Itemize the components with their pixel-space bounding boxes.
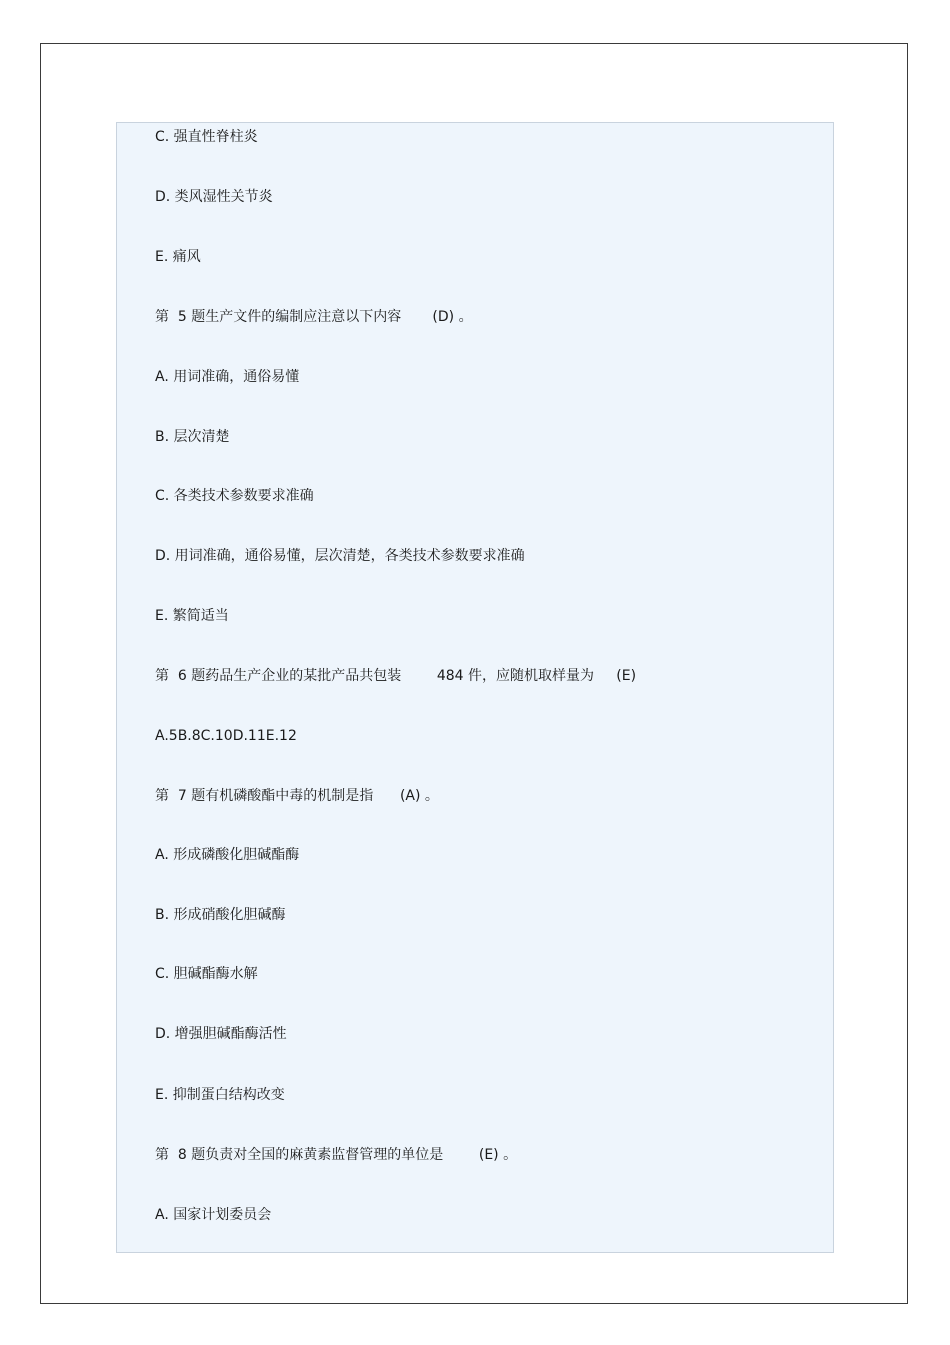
option-c-q7: C. 胆碱酯酶水解 [155, 966, 258, 982]
option-d-q5: D. 用词准确，通俗易懂，层次清楚，各类技术参数要求准确 [155, 548, 525, 564]
question-5: 第 5 题生产文件的编制应注意以下内容 (D) 。 [155, 309, 473, 325]
option-b-q7: B. 形成硝酸化胆碱酶 [155, 907, 286, 923]
option-e-q5: E. 繁简适当 [155, 608, 229, 624]
question-8: 第 8 题负责对全国的麻黄素监督管理的单位是 (E) 。 [155, 1147, 518, 1163]
option-a-q5: A. 用词准确，通俗易懂 [155, 369, 300, 385]
option-c-q4: C. 强直性脊柱炎 [155, 129, 258, 145]
question-7: 第 7 题有机磷酸酯中毒的机制是指 (A) 。 [155, 788, 439, 804]
option-a-q8: A. 国家计划委员会 [155, 1207, 272, 1223]
options-q6: A.5B.8C.10D.11E.12 [155, 728, 297, 744]
option-c-q5: C. 各类技术参数要求准确 [155, 488, 314, 504]
option-d-q4: D. 类风湿性关节炎 [155, 189, 273, 205]
option-a-q7: A. 形成磷酸化胆碱酯酶 [155, 847, 300, 863]
option-e-q4: E. 痛风 [155, 249, 201, 265]
question-6: 第 6 题药品生产企业的某批产品共包装 484 件，应随机取样量为 (E) [155, 668, 637, 684]
content-panel [116, 122, 834, 1253]
option-d-q7: D. 增强胆碱酯酶活性 [155, 1026, 287, 1042]
option-b-q5: B. 层次清楚 [155, 429, 230, 445]
option-e-q7: E. 抑制蛋白结构改变 [155, 1087, 285, 1103]
